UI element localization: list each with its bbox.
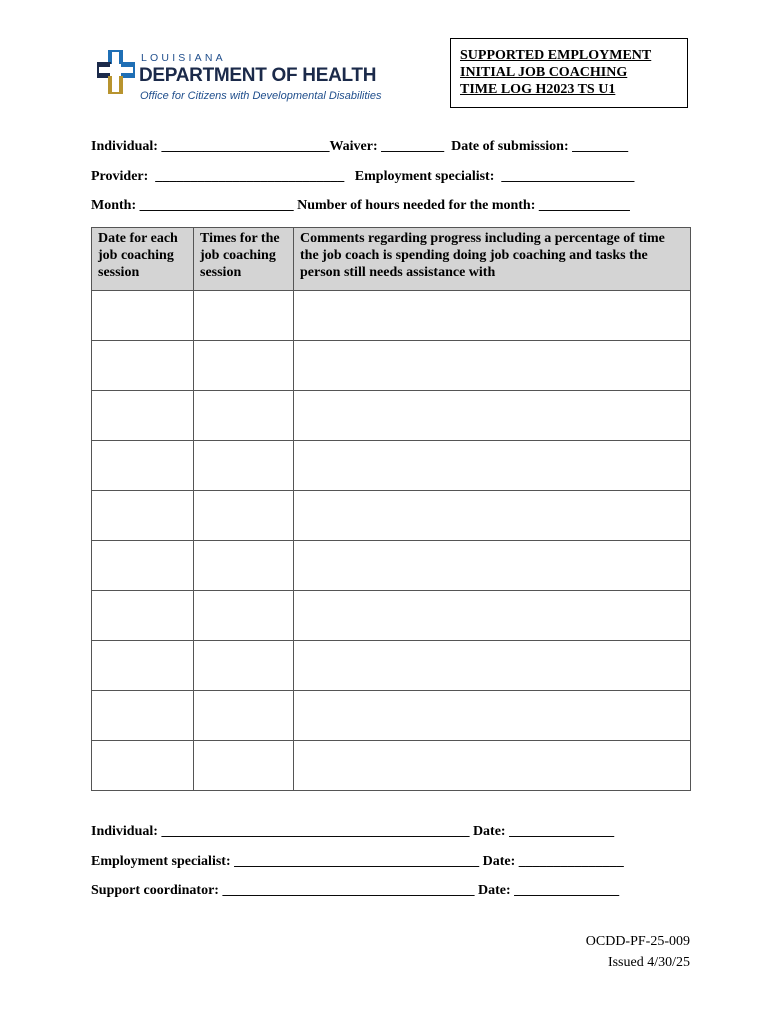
table-row bbox=[92, 591, 691, 641]
table-row bbox=[92, 541, 691, 591]
comments-cell[interactable] bbox=[294, 741, 691, 791]
times-cell[interactable] bbox=[194, 691, 294, 741]
cross-logo-icon bbox=[95, 48, 139, 96]
hours-needed-field[interactable]: _____________ bbox=[538, 198, 630, 213]
comments-cell[interactable] bbox=[294, 391, 691, 441]
individual-label: Individual: bbox=[91, 139, 158, 154]
date-cell[interactable] bbox=[92, 741, 194, 791]
comments-cell[interactable] bbox=[294, 541, 691, 591]
coaching-log-table bbox=[91, 227, 691, 791]
ldh-logo bbox=[95, 48, 395, 106]
individual-date-label: Date: bbox=[472, 824, 506, 839]
comments-cell[interactable] bbox=[294, 441, 691, 491]
individual-row bbox=[91, 139, 691, 155]
individual-date-field[interactable]: _______________ bbox=[509, 824, 615, 839]
table-row bbox=[92, 741, 691, 791]
form-title-box bbox=[450, 38, 688, 108]
times-cell[interactable] bbox=[194, 591, 294, 641]
coordinator-date-field[interactable]: _______________ bbox=[514, 883, 620, 898]
provider-label: Provider: bbox=[91, 169, 149, 184]
coordinator-signature-field[interactable]: ____________________________________ bbox=[222, 883, 475, 898]
individual-field[interactable]: ________________________ bbox=[161, 139, 330, 154]
form-title-line-1: SUPPORTED EMPLOYMENT bbox=[460, 48, 652, 63]
form-number: OCDD-PF-25-009 bbox=[585, 934, 690, 949]
waiver-label: Waiver: bbox=[329, 139, 378, 154]
times-cell[interactable] bbox=[194, 741, 294, 791]
coordinator-date-label: Date: bbox=[477, 883, 511, 898]
comments-cell[interactable] bbox=[294, 691, 691, 741]
date-cell[interactable] bbox=[92, 491, 194, 541]
date-cell[interactable] bbox=[92, 641, 194, 691]
date-cell[interactable] bbox=[92, 291, 194, 341]
logo-state-text: LOUISIANA bbox=[141, 52, 226, 64]
table-row bbox=[92, 491, 691, 541]
logo-department-text: DEPARTMENT OF HEALTH bbox=[139, 65, 377, 86]
date-of-submission-label: Date of submission: bbox=[451, 139, 569, 154]
waiver-field[interactable]: _________ bbox=[381, 139, 445, 154]
times-cell[interactable] bbox=[194, 291, 294, 341]
issued-date: Issued 4/30/25 bbox=[607, 955, 690, 970]
coordinator-signature-row bbox=[91, 883, 691, 899]
header-times: Times for the job coaching session bbox=[194, 228, 294, 291]
date-cell[interactable] bbox=[92, 591, 194, 641]
month-row bbox=[91, 198, 691, 214]
comments-cell[interactable] bbox=[294, 641, 691, 691]
employment-specialist-label: Employment specialist: bbox=[354, 169, 495, 184]
individual-signature-row bbox=[91, 824, 691, 840]
logo-office-text: Office for Citizens with Developmental Disabilities bbox=[140, 90, 382, 102]
individual-signature-label: Individual: bbox=[91, 824, 158, 839]
header-date: Date for each job coaching session bbox=[92, 228, 194, 291]
month-label: Month: bbox=[91, 198, 137, 213]
form-title-line-3: TIME LOG H2023 TS U1 bbox=[460, 82, 616, 97]
month-field[interactable]: ______________________ bbox=[139, 198, 294, 213]
date-cell[interactable] bbox=[92, 691, 194, 741]
header-comments: Comments regarding progress including a percentage of time the job coach is spending doing job coaching and tasks the person still needs assistance with bbox=[294, 228, 691, 291]
times-cell[interactable] bbox=[194, 341, 294, 391]
table-row bbox=[92, 441, 691, 491]
times-cell[interactable] bbox=[194, 541, 294, 591]
comments-cell[interactable] bbox=[294, 591, 691, 641]
date-cell[interactable] bbox=[92, 541, 194, 591]
specialist-date-field[interactable]: _______________ bbox=[518, 854, 624, 869]
times-cell[interactable] bbox=[194, 391, 294, 441]
specialist-signature-row bbox=[91, 854, 691, 870]
employment-specialist-field[interactable]: ___________________ bbox=[501, 169, 635, 184]
coordinator-signature-label: Support coordinator: bbox=[91, 883, 219, 898]
specialist-signature-field[interactable]: ___________________________________ bbox=[234, 854, 480, 869]
comments-cell[interactable] bbox=[294, 291, 691, 341]
times-cell[interactable] bbox=[194, 441, 294, 491]
comments-cell[interactable] bbox=[294, 341, 691, 391]
table-header-row bbox=[92, 228, 691, 291]
specialist-date-label: Date: bbox=[482, 854, 516, 869]
provider-field[interactable]: ___________________________ bbox=[155, 169, 345, 184]
form-title-line-2: INITIAL JOB COACHING bbox=[460, 65, 628, 80]
table-body bbox=[92, 291, 691, 791]
individual-signature-field[interactable]: ____________________________________________ bbox=[161, 824, 470, 839]
date-of-submission-field[interactable]: ________ bbox=[572, 139, 629, 154]
table-row bbox=[92, 391, 691, 441]
comments-cell[interactable] bbox=[294, 491, 691, 541]
hours-needed-label: Number of hours needed for the month: bbox=[297, 198, 536, 213]
table-row bbox=[92, 341, 691, 391]
times-cell[interactable] bbox=[194, 491, 294, 541]
table-row bbox=[92, 691, 691, 741]
date-cell[interactable] bbox=[92, 391, 194, 441]
provider-row bbox=[91, 169, 691, 185]
date-cell[interactable] bbox=[92, 441, 194, 491]
table-row bbox=[92, 291, 691, 341]
table-row bbox=[92, 641, 691, 691]
times-cell[interactable] bbox=[194, 641, 294, 691]
date-cell[interactable] bbox=[92, 341, 194, 391]
specialist-signature-label: Employment specialist: bbox=[91, 854, 231, 869]
